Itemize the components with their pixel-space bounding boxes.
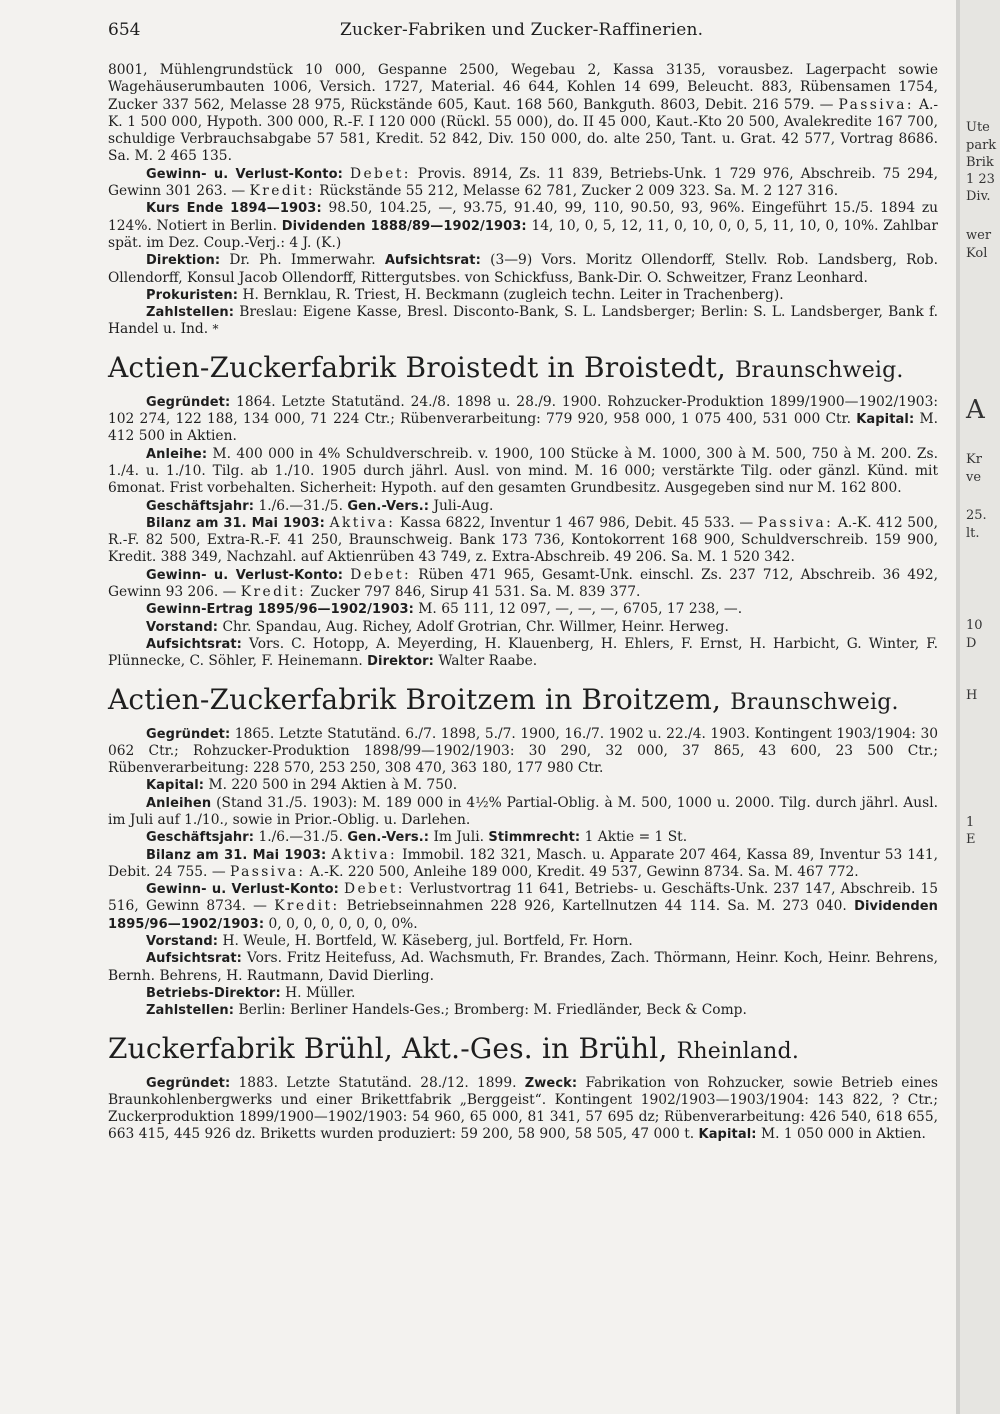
- bilanz: Bilanz am 31. Mai 1903: Aktiva: Immobil. 182 321, Masch. u. Apparate 207 464, Kassa 89, Inventur 53 141, Debit. 24 755. — Passiva: A.-K. 220 500, Anleihe 189 000, Kredit. 49 537, Gewinn 8734. Sa. M. 467 772.: [108, 846, 939, 880]
- footnote-star: *: [212, 322, 219, 337]
- margin-fragment: 25.: [966, 508, 987, 523]
- margin-fragment: Ute: [966, 120, 990, 135]
- page-number: 654: [108, 20, 141, 40]
- running-header: [108, 18, 938, 48]
- margin-fragment: ve: [966, 470, 982, 485]
- direktion-aufsichtsrat: Direktion: Dr. Ph. Immerwahr. Aufsichtsrat: (3—9) Vors. Moritz Ollendorff, Stellv. Rob. Landsberg, Rob. Ollendorff, Konsul Jacob Ollendorff, Rittergutsbes. von Schickfuss, Bank-Dir. O. Schweitzer, Franz Leonhard.: [108, 252, 938, 286]
- margin-fragment: Div.: [966, 189, 991, 204]
- entry-title: Zuckerfabrik Brühl, Akt.-Ges. in Brühl, Rheinland.: [108, 1031, 800, 1065]
- margin-fragment: Kr: [966, 452, 982, 467]
- aufsichtsrat: Aufsichtsrat: Vors. C. Hotopp, A. Meyerding, H. Klauenberg, H. Ehlers, F. Ernst, H. Harbicht, G. Winter, F. Plünnecke, C. Söhler, F. Heinemann. Direktor: Walter Raabe.: [108, 635, 938, 670]
- margin-fragment: 1: [966, 815, 975, 830]
- gegruendet: Gegründet: 1883. Letzte Statutänd. 28./12. 1899. Zweck: Fabrikation von Rohzucker, sowie Betrieb eines Braunkohlenbergwerks und einer Brikettfabrik „Berggeist“. Kontingent 1902/1903—1903/1904: 143 822, ? Ctr.; Zuckerproduktion 1899/1900—1902/1903: 54 960, 65 000, 81 341, 57 695 dz; Rübenverarbeitung: 426 540, 618 655, 663 415, 445 926 dz. Briketts wurden produziert: 59 200, 58 900, 58 505, 47 000 t. Kapital: M. 1 050 000 in Aktien.: [108, 1074, 938, 1143]
- margin-fragment: H: [966, 688, 978, 703]
- text-column: [108, 18, 938, 1144]
- margin-fragment: E: [966, 832, 976, 847]
- entry-title: Actien-Zuckerfabrik Broitzem in Broitzem, Braunschweig.: [108, 682, 899, 716]
- zahlstellen: Zahlstellen: Berlin: Berliner Handels-Ges.; Bromberg: M. Friedländer, Beck & Comp.: [146, 1002, 747, 1019]
- zahlstellen: Zahlstellen: Breslau: Eigene Kasse, Bresl. Disconto-Bank, S. L. Landsberger; Berlin: S. L. Landsberger, Bank f. Handel u. Ind. *: [108, 304, 938, 338]
- margin-fragment: wer: [966, 228, 992, 243]
- entry-continuation: [108, 62, 938, 339]
- margin-fragment: D: [966, 636, 977, 651]
- vorstand: Vorstand: H. Weule, H. Bortfeld, W. Käseberg, jul. Bortfeld, Fr. Horn.: [146, 933, 633, 950]
- margin-fragment: 10: [966, 618, 983, 633]
- betriebs-direktor: Betriebs-Direktor: H. Müller.: [146, 984, 356, 1001]
- margin-fragment: 1 23: [966, 172, 995, 187]
- gewinn-verlust: Gewinn- u. Verlust-Konto: Debet: Provis. 8914, Zs. 11 839, Betriebs-Unk. 1 729 976, Abschreib. 75 294, Gewinn 301 263. — Kredit: Rückstände 55 212, Melasse 62 781, Zucker 2 009 323. Sa. M. 2 127 316.: [108, 165, 938, 200]
- geschaeftsjahr: Geschäftsjahr: 1./6.—31./5. Gen.-Vers.: Juli-Aug.: [146, 497, 494, 514]
- margin-fragment: park: [966, 138, 997, 153]
- anleihe: Anleihe: M. 400 000 in 4% Schuldverschreib. v. 1900, 100 Stücke à M. 1000, 300 à M. 500, 750 à M. 200. Zs. 1./4. u. 1./10. Tilg. ab 1./10. 1905 durch jährl. Ausl. von mind. M. 16 000; verstärkte Tilg. oder gänzl. Künd. mit 6monat. Frist vorbehalten. Sicherheit: Hypoth. auf den gesamten Grundbesitz. Ausgegeben sind nur M. 162 800.: [108, 445, 938, 497]
- gegruendet: Gegründet: 1865. Letzte Statutänd. 6./7. 1898, 5./7. 1900, 16./7. 1902 u. 22./4. 1903. Kontingent 1903/1904: 30 062 Ctr.; Rohzucker-Produktion 1898/99—1902/1903: 30 290, 32 000, 37 865, 43 600, 23 500 Ctr.; Rübenverarbeitung: 228 570, 253 250, 308 470, 363 180, 177 980 Ctr.: [108, 725, 938, 777]
- bilanz: Bilanz am 31. Mai 1903: Aktiva: Kassa 6822, Inventur 1 467 986, Debit. 45 533. — Passiva: A.-K. 412 500, R.-F. 82 500, Extra-R.-F. 41 250, Braunschweig. Bank 173 736, Kontokorrent 168 900, Schuldverschreib. 159 900, Kredit. 388 349, Nachzahl. auf Aktienrüben 43 749, z. Extra-Abschreib. 49 206. Sa. M. 1 520 342.: [108, 514, 939, 566]
- margin-fragment: lt.: [966, 526, 980, 541]
- entry-broistedt: [108, 351, 938, 671]
- gewinn-verlust: Gewinn- u. Verlust-Konto: Debet: Verlustvortrag 11 641, Betriebs- u. Geschäfts-Unk. 237 147, Abschreib. 15 516, Gewinn 8734. — Kredit: Betriebseinnahmen 228 926, Kartellnutzen 44 114. Sa. M. 273 040. Dividenden 1895/96—1902/1903: 0, 0, 0, 0, 0, 0, 0, 0%.: [108, 881, 938, 932]
- entry-broitzem: [108, 683, 938, 1020]
- margin-fragment: A: [966, 395, 985, 425]
- gegruendet: Gegründet: 1864. Letzte Statutänd. 24./8. 1898 u. 28./9. 1900. Rohzucker-Produktion 1899/1900—1902/1903: 102 274, 122 188, 134 000, 71 224 Ctr.; Rübenverarbeitung: 779 920, 958 000, 1 075 400, 531 000 Ctr. Kapital: M. 412 500 in Aktien.: [108, 393, 938, 445]
- margin-fragment: Kol: [966, 246, 988, 261]
- kurs-dividenden: Kurs Ende 1894—1903: 98.50, 104.25, —, 93.75, 91.40, 99, 110, 90.50, 93, 96%. Eingeführt 15./5. 1894 zu 124%. Notiert in Berlin. Dividenden 1888/89—1902/1903: 14, 10, 0, 5, 12, 11, 0, 10, 0, 0, 5, 11, 10, 0, 10%. Zahlbar spät. im Dez. Coup.-Verj.: 4 J. (K.): [108, 200, 938, 251]
- adjacent-page-edge: [956, 0, 1000, 1414]
- vorstand: Vorstand: Chr. Spandau, Aug. Richey, Adolf Grotrian, Chr. Willmer, Heinr. Herweg.: [146, 618, 729, 635]
- running-head-title: Zucker-Fabriken und Zucker-Raffinerien.: [340, 20, 704, 40]
- anleihen: Anleihen (Stand 31./5. 1903): M. 189 000 in 4½% Partial-Oblig. à M. 500, 1000 u. 2000. Tilg. durch jährl. Ausl. im Juli auf 1./10., sowie in Prior.-Oblig. u. Darlehen.: [108, 794, 938, 828]
- gewinn-ertrag: Gewinn-Ertrag 1895/96—1902/1903: M. 65 111, 12 097, —, —, —, 6705, 17 238, —.: [146, 601, 743, 618]
- geschaeftsjahr: Geschäftsjahr: 1./6.—31./5. Gen.-Vers.: Im Juli. Stimmrecht: 1 Aktie = 1 St.: [146, 829, 688, 846]
- entry-title: Actien-Zuckerfabrik Broistedt in Broistedt, Braunschweig.: [108, 350, 904, 384]
- aufsichtsrat: Aufsichtsrat: Vors. Fritz Heitefuss, Ad. Wachsmuth, Fr. Brandes, Zach. Thörmann, Heinr. Koch, Heinr. Behrens, Bernh. Behrens, H. Rautmann, David Dierling.: [108, 950, 938, 984]
- gewinn-verlust: Gewinn- u. Verlust-Konto: Debet: Rüben 471 965, Gesamt-Unk. einschl. Zs. 237 712, Abschreib. 36 492, Gewinn 93 206. — Kredit: Zucker 797 846, Sirup 41 531. Sa. M. 839 377.: [108, 566, 938, 601]
- margin-fragment: Brik: [966, 155, 994, 170]
- prokuristen: Prokuristen: H. Bernklau, R. Triest, H. Beckmann (zugleich techn. Leiter in Trachenberg).: [146, 286, 784, 303]
- entry-bruehl: [108, 1032, 938, 1144]
- bilanz-continued: 8001, Mühlengrundstück 10 000, Gespanne 2500, Wegebau 2, Kassa 3135, vorausbez. Lagerpacht sowie Wagehäuserumbauten 1006, Versich. 1727, Material. 46 644, Kohlen 14 699, Beleucht. 883, Rübensamen 1754, Zucker 337 562, Melasse 28 975, Rückstände 605, Kaut. 168 560, Bankguth. 8603, Debit. 216 579. — Passiva: A.-K. 1 500 000, Hypoth. 300 000, R.-F. I 120 000 (Rückl. 55 000), do. II 45 000, Kaut.-Kto 20 500, Avalekredite 167 700, schuldige Verbrauchsabgabe 57 581, Kredit. 52 842, Div. 150 000, do. alte 250, Tant. u. Grat. 42 577, Vortrag 8686. Sa. M. 2 465 135.: [108, 62, 938, 165]
- kapital: Kapital: M. 220 500 in 294 Aktien à M. 750.: [146, 777, 458, 794]
